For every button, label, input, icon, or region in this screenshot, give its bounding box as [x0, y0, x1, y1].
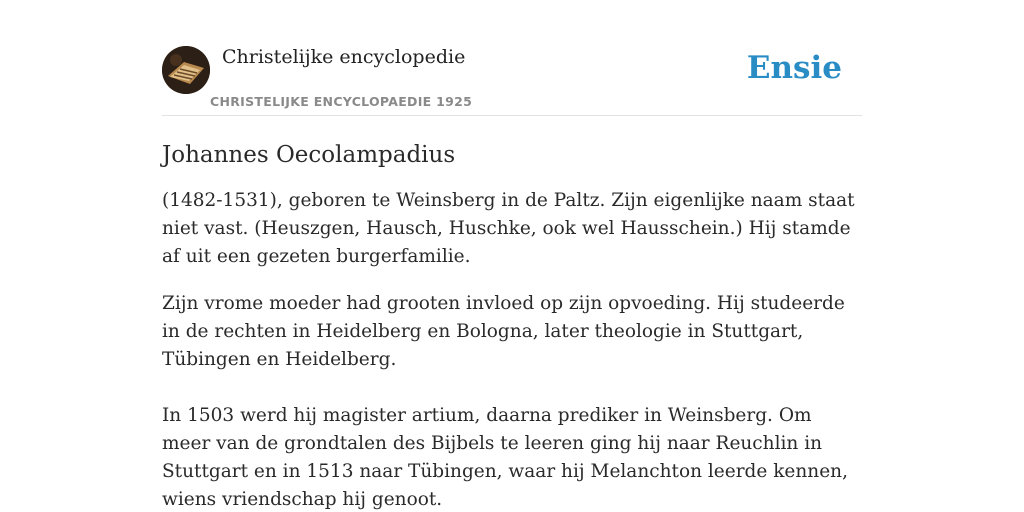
source-title[interactable]: Christelijke encyclopedie: [222, 46, 466, 68]
book-photo-icon: [162, 46, 210, 94]
ensie-logo[interactable]: Ensie: [746, 50, 842, 86]
article-title: Johannes Oecolampadius: [162, 142, 456, 168]
header: [162, 46, 862, 116]
article-paragraph: (1482-1531), geboren te Weinsberg in de Paltz. Zijn eigenlijke naam staat niet vast. (Heuszgen, Hausch, Huschke, ook wel Hausschein.) Hij stamde af uit een gezeten burgerfamilie.: [162, 190, 855, 267]
source-subtitle[interactable]: CHRISTELIJKE ENCYCLOPAEDIE 1925: [210, 94, 473, 109]
article-paragraph: Zijn vrome moeder had grooten invloed op zijn opvoeding. Hij studeerde in de rechten in Heidelberg en Bologna, later theologie in Stuttgart, Tübingen en Heidelberg. In 1503 werd hij magister artium, daarna prediker in Weinsberg. Om meer van de grondtalen des Bijbels te leeren ging hij naar Reuchlin in Stuttgart en in 1513 naar Tübingen, waar hij Melanchton leerde kennen, wiens vriendschap hij genoot.: [162, 293, 848, 510]
article: [162, 138, 862, 512]
source-avatar[interactable]: [162, 46, 210, 94]
